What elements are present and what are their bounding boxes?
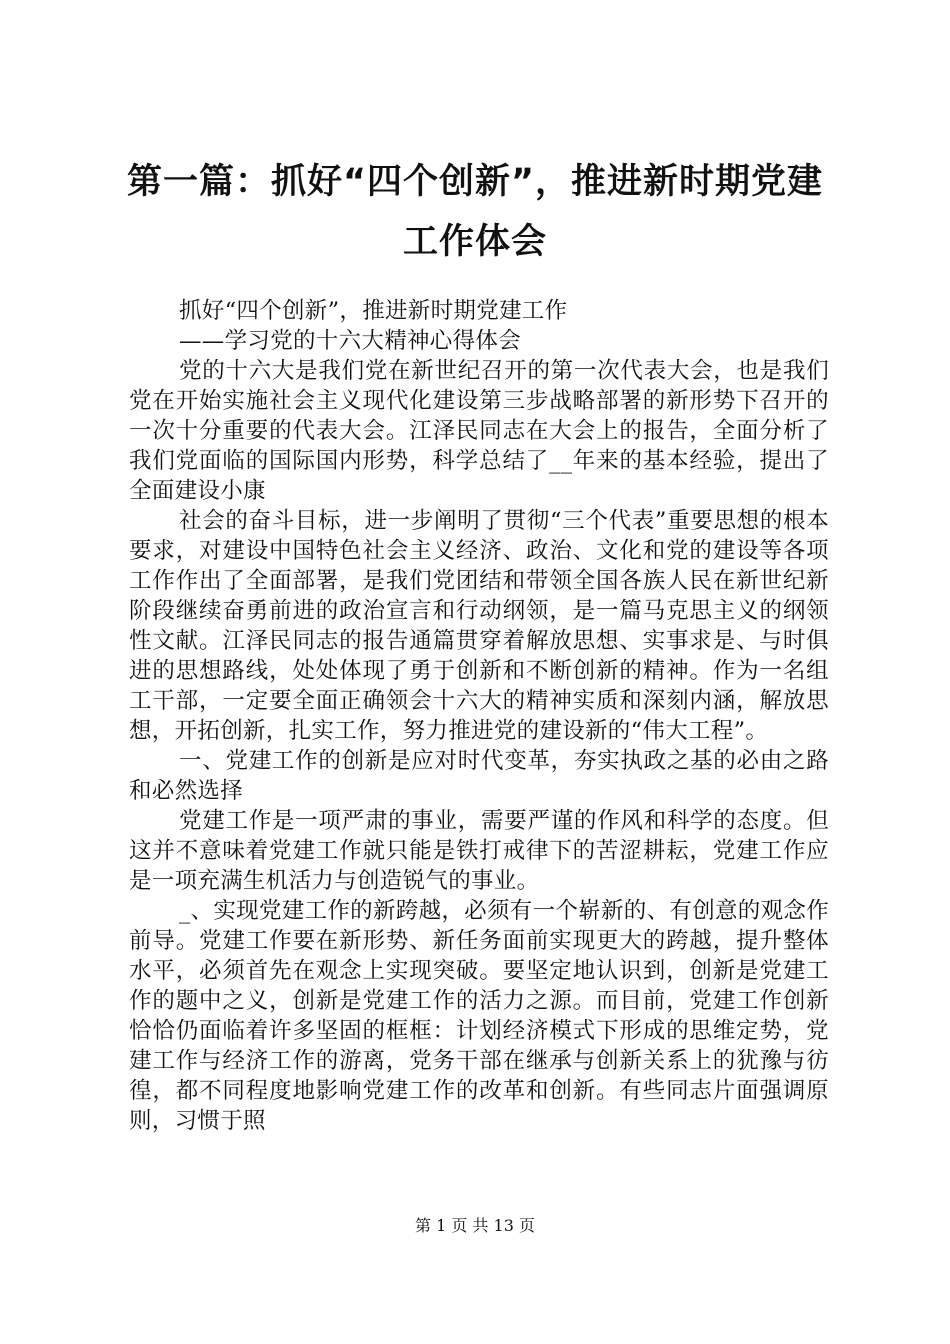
- document-body: [129, 296, 829, 1136]
- section-heading: 一、党建工作的创新是应对时代变革，夯实执政之基的必由之路和必然选择: [129, 748, 829, 804]
- paragraph: 党的十六大是我们党在新世纪召开的第一次代表大会，也是我们党在开始实施社会主义现代化建设第三步战略部署的新形势下召开的一次十分重要的代表大会。江泽民同志在大会上的报告，全面分析了我们党面临的国际国内形势，科学总结了__年来的基本经验，提出了全面建设小康: [129, 358, 829, 504]
- document-title-line1: 第一篇：抓好“四个创新”，推进新时期党建: [126, 162, 823, 202]
- subtitle-secondary: ——学习党的十六大精神心得体会: [179, 328, 522, 354]
- document-title-line2: 工作体会: [402, 222, 547, 262]
- page-footer: 第 1 页 共 13 页: [415, 1216, 535, 1235]
- subtitle-main: 抓好“四个创新”，推进新时期党建工作: [179, 298, 568, 324]
- paragraph: 党建工作是一项严肃的事业，需要严谨的作风和科学的态度。但这并不意味着党建工作就只能是铁打戒律下的苦涩耕耘，党建工作应是一项充满生机活力与创造锐气的事业。: [129, 808, 829, 894]
- paragraph: _、实现党建工作的新跨越，必须有一个崭新的、有创意的观念作前导。党建工作要在新形势、新任务面前实现更大的跨越，提升整体水平，必须首先在观念上实现突破。要坚定地认识到，创新是党建工作的题中之义，创新是党建工作的活力之源。而目前，党建工作创新恰恰仍面临着许多坚固的框框：计划经济模式下形成的思维定势，党建工作与经济工作的游离，党务干部在继承与创新关系上的犹豫与彷徨，都不同程度地影响党建工作的改革和创新。有些同志片面强调原则，习惯于照: [129, 898, 829, 1134]
- paragraph: 社会的奋斗目标，进一步阐明了贯彻“三个代表”重要思想的根本要求，对建设中国特色社会主义经济、政治、文化和党的建设等各项工作作出了全面部署，是我们党团结和带领全国各族人民在新世纪新阶段继续奋勇前进的政治宣言和行动纲领，是一篇马克思主义的纲领性文献。江泽民同志的报告通篇贯穿着解放思想、实事求是、与时俱进的思想路线，处处体现了勇于创新和不断创新的精神。作为一名组工干部，一定要全面正确领会十六大的精神实质和深刻内涵，解放思想，开拓创新，扎实工作，努力推进党的建设新的“伟大工程”。: [129, 508, 829, 744]
